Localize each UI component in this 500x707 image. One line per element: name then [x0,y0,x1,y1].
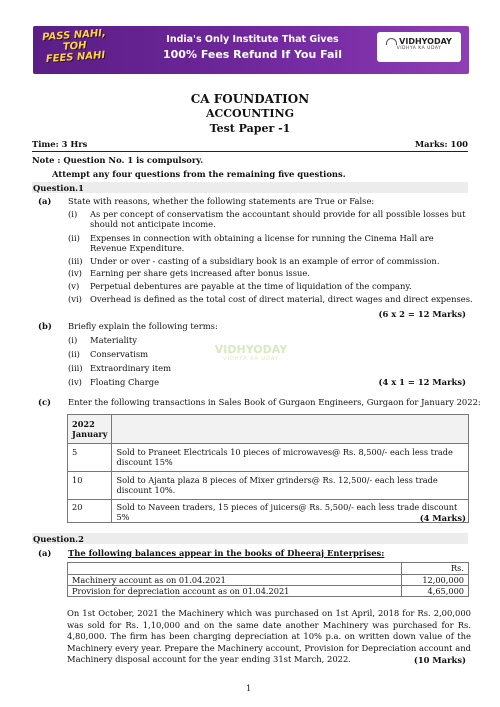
logo-arch-icon [386,38,397,45]
date-header [68,415,112,444]
exam-title: CA FOUNDATION [190,92,310,106]
row-description: Sold to Naveen traders, 15 pieces of juicers@ Rs. 5,500/- each less trade discount 5% [112,500,469,523]
q1b-item-text: Extraordinary item [90,363,172,373]
table-row [68,500,469,523]
q1a-item-text: Earning per share gets increased after bonus issue. [90,268,311,278]
vidhyoday-logo [377,32,461,62]
marks-label: Marks: 100 [414,139,468,149]
banner-badge [38,28,113,73]
question-1-label: Question.1 [33,183,84,193]
q1b-marks: (4 x 1 = 12 Marks) [378,377,466,387]
q2a-marks: (10 Marks) [413,655,466,665]
promo-banner [33,26,469,74]
q1a-stem: State with reasons, whether the following statements are True or False: [68,196,375,206]
balances-header-blank [68,563,402,575]
balance-value: 4,65,000 [402,586,469,597]
banner-line-1: India's Only Institute That Gives [166,34,339,45]
row-date: 20 [68,500,112,523]
q1b-item-number: (iv) [68,377,82,387]
page-number: 1 [246,683,252,693]
sales-transactions-table [67,414,469,523]
q1b-item-text: Floating Charge [90,377,160,387]
q1c-stem: Enter the following transactions in Sales Book of Gurgaon Engineers, Gurgaon for January 2022: [68,397,481,407]
row-date: 10 [68,472,112,500]
q1b-item-text: Conservatism [90,349,149,359]
badge-line-3: FEES NAHI [45,49,106,66]
balance-label: Machinery account as on 01.04.2021 [68,575,402,586]
badge-line-1: PASS NAHI, [41,27,107,44]
table-row [68,444,469,472]
question-2-bar [32,533,468,544]
q1b-item-number: (ii) [68,349,80,359]
q1a-number: (a) [38,196,52,206]
note-line-1: Note : Question No. 1 is compulsory. [32,155,204,165]
q1b-stem: Briefly explain the following terms: [68,321,218,331]
time-label: Time: 3 Hrs [32,139,88,149]
q1a-item-number: (iii) [68,256,83,266]
balance-label: Provision for depreciation account as on 01.04.2021 [68,586,402,597]
paper-title: Test Paper -1 [209,122,291,135]
balances-table [67,562,469,597]
q1a-item-number: (ii) [68,233,80,243]
watermark-name: VIDHYODAY [214,343,288,356]
logo-tagline: VIDHYA KA UDAY [396,46,442,51]
vidhyoday-watermark [196,343,306,362]
q2a-stem: The following balances appear in the books of Dheeraj Enterprises: [68,548,385,558]
balance-value: 12,00,000 [402,575,469,586]
table-row [68,472,469,500]
q1c-marks: (4 Marks) [419,513,466,523]
description-header [112,415,469,444]
q1a-item-text: Perpetual debentures are payable at the time of liquidation of the company. [90,281,412,291]
row-description: Sold to Ajanta plaza 8 pieces of Mixer grinders@ Rs. 12,500/- each less trade discount 10%. [112,472,469,500]
q1a-item-text: Overhead is defined as the total cost of direct material, direct wages and direct expenses. [90,294,473,304]
q1b-item-number: (iii) [68,363,83,373]
note-line-2: Attempt any four questions from the remaining five questions. [52,169,346,179]
header-month: January [72,429,108,439]
divider [32,151,468,152]
badge-line-2: TOH [62,40,87,53]
question-1-bar [32,182,468,193]
header-year: 2022 [72,419,95,429]
q1a-item-number: (vi) [68,294,82,304]
question-2-label: Question.2 [33,534,84,544]
q1a-item-text: Under or over - casting of a subsidiary book is an example of error of commission. [90,256,440,266]
banner-line-2: 100% Fees Refund If You Fail [163,48,342,61]
q1a-marks: (6 x 2 = 12 Marks) [378,309,466,319]
banner-tagline [125,34,380,61]
q1c-number: (c) [38,397,52,407]
q2a-number: (a) [38,548,52,558]
row-description: Sold to Praneet Electricals 10 pieces of microwaves@ Rs. 8,500/- each less trade discount 15% [112,444,469,472]
q1b-item-number: (i) [68,335,78,345]
q1b-item-text: Materiality [90,335,138,345]
watermark-tagline: VIDHYA KA UDAY [223,356,279,362]
q1a-item-number: (v) [68,281,80,291]
table-row [68,575,469,586]
q1a-item-number: (i) [68,209,78,219]
table-row [68,586,469,597]
q2a-paragraph: On 1st October, 2021 the Machinery which was purchased on 1st April, 2018 for Rs. 2,00,000 was sold for Rs. 1,10,000 and on the same date another Machinery was purchased for Rs. 4,80,000. The firm has been charging depreciation at 10% p.a. on written down value of the Machinery every year. Prepare the Machinery account, Provision for Depreciation account and Machinery disposal account for the year ending 31st March, 2022. [67,608,471,665]
balances-header-row [68,563,469,575]
q1b-number: (b) [38,321,52,331]
subject-title: ACCOUNTING [205,107,295,120]
table-header-row [68,415,469,444]
logo-name: VIDHYODAY [399,37,452,46]
amount-unit-header: Rs. [402,563,469,575]
q1a-item-text: As per concept of conservatism the accountant should provide for all possible losses but should not anticipate income. [90,209,466,229]
row-date: 5 [68,444,112,472]
q1a-item-number: (iv) [68,268,82,278]
q1a-item-text: Expenses in connection with obtaining a license for running the Cinema Hall are Revenue Expenditure. [90,233,434,253]
